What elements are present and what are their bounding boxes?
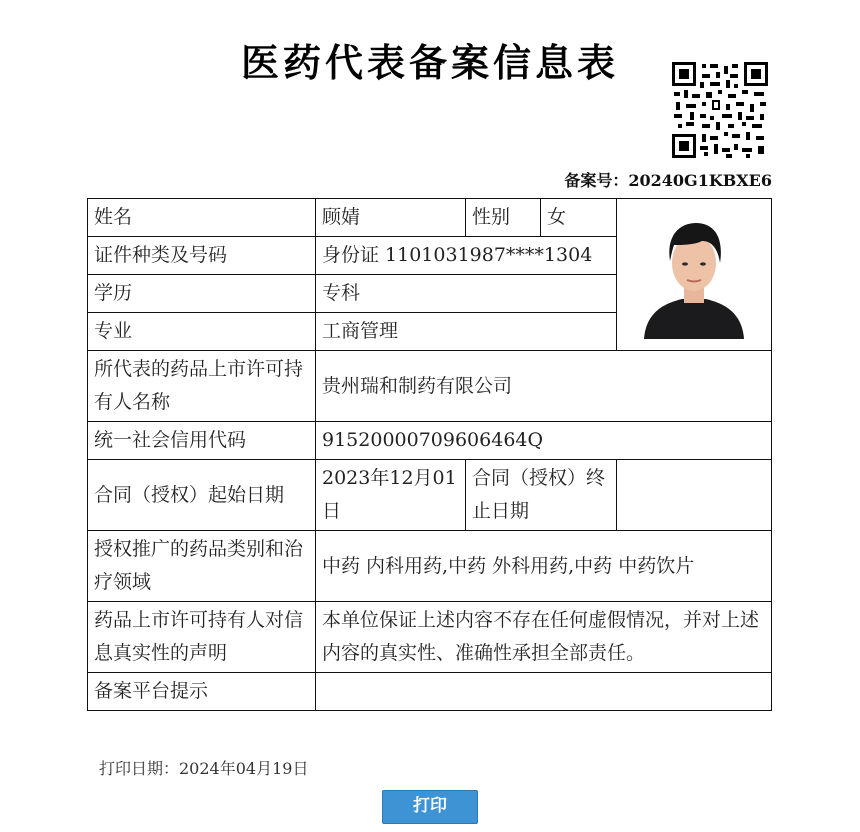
start-date-label: 合同（授权）起始日期 [88, 460, 316, 531]
record-number: 备案号：20240G1KBXE6 [564, 171, 772, 190]
platform-tip-value [316, 673, 772, 711]
gender-label: 性别 [466, 199, 541, 237]
major-label: 专业 [88, 313, 316, 351]
platform-tip-label: 备案平台提示 [88, 673, 316, 711]
info-table [87, 198, 772, 711]
photo-cell [617, 199, 772, 351]
table-row [88, 602, 772, 673]
holder-value: 贵州瑞和制药有限公司 [316, 351, 772, 422]
table-row [88, 460, 772, 531]
page-title: 医药代表备案信息表 [240, 41, 619, 85]
end-date-value [617, 460, 772, 531]
table-row [88, 422, 772, 460]
table-row [88, 351, 772, 422]
statement-label: 药品上市许可持有人对信息真实性的声明 [88, 602, 316, 673]
gender-value: 女 [541, 199, 617, 237]
credit-code-label: 统一社会信用代码 [88, 422, 316, 460]
id-value: 身份证 1101031987****1304 [316, 237, 617, 275]
category-value: 中药 内科用药,中药 外科用药,中药 中药饮片 [316, 531, 772, 602]
table-row [88, 673, 772, 711]
start-date-value: 2023年12月01日 [316, 460, 466, 531]
statement-value: 本单位保证上述内容不存在任何虚假情况，并对上述内容的真实性、准确性承担全部责任。 [316, 602, 772, 673]
id-label: 证件种类及号码 [88, 237, 316, 275]
print-date: 打印日期：2024年04月19日 [99, 759, 309, 778]
education-label: 学历 [88, 275, 316, 313]
credit-code-value: 91520000709606464Q [316, 422, 772, 460]
education-value: 专科 [316, 275, 617, 313]
major-value: 工商管理 [316, 313, 617, 351]
qr-code [672, 62, 768, 158]
table-row [88, 531, 772, 602]
name-value: 顾婧 [316, 199, 466, 237]
end-date-label: 合同（授权）终止日期 [466, 460, 617, 531]
holder-label: 所代表的药品上市许可持有人名称 [88, 351, 316, 422]
name-label: 姓名 [88, 199, 316, 237]
table-row [88, 199, 772, 237]
print-button[interactable]: 打印 [382, 790, 478, 824]
category-label: 授权推广的药品类别和治疗领域 [88, 531, 316, 602]
avatar [642, 211, 746, 339]
